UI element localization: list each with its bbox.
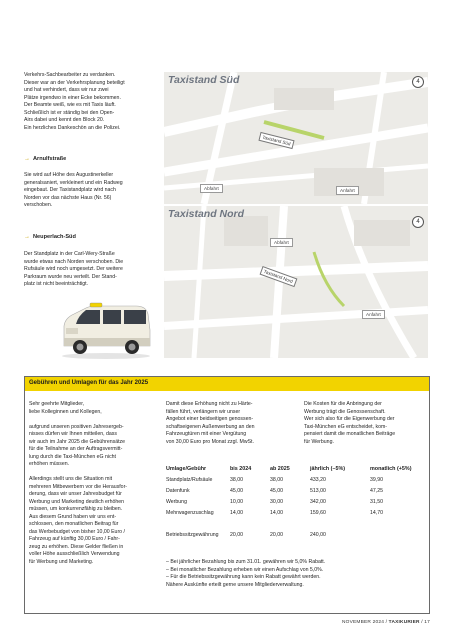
neuperlach-line: Der Standplatz in der Carl-Wery-Straße — [24, 251, 115, 257]
fees-col3-line: Werbung trägt die Genossenschaft. — [304, 408, 386, 415]
map-taxistand-nord — [164, 206, 428, 358]
fees-col2-line: Angebot einer beidseitigen genossen- — [166, 416, 254, 422]
intro-line: Plätze irgendwo in einer Ecke bekommen. — [24, 94, 121, 101]
table-row — [166, 507, 424, 518]
arnulf-heading — [24, 156, 66, 162]
fees-col1-line: Fahrzeug auf künftig 30,00 Euro / Fahr- — [29, 536, 120, 542]
fees-col3-line: Wer sich also für die Eigenwerbung der — [304, 416, 395, 422]
fees-title: Gebühren und Umlagen für das Jahr 2025 — [29, 380, 149, 386]
table-cell: 20,00 — [270, 531, 283, 538]
fees-col1-line: liebe Kolleginnen und Kollegen, — [29, 408, 102, 415]
table-cell: 14,70 — [370, 509, 383, 516]
map-nord-title: Taxistand Nord — [168, 208, 245, 220]
fees-note-line: – Bei jährlicher Bezahlung bis zum 31.01. gewähren wir 5,0% Rabatt. — [166, 559, 326, 565]
intro-paragraph — [24, 72, 159, 132]
table-cell: Werbung — [166, 498, 187, 505]
map-nord-entry-label: Anfahrt — [362, 310, 385, 319]
fees-note-line: Nähere Auskünfte erteilt gerne unsere Mitgliederverwaltung. — [166, 581, 304, 588]
table-cell: 20,00 — [230, 531, 243, 538]
table-cell: 38,00 — [270, 476, 283, 483]
fees-col1-line: Sehr geehrte Mitglieder, — [29, 401, 85, 407]
table-cell: 47,25 — [370, 487, 383, 494]
footer-issue: NOVEMBER 2024 / — [342, 620, 388, 625]
footer-magazine: TAXIKURIER — [388, 620, 420, 625]
intro-line: Verkehrs-Sachbearbeiter zu verdanken. — [24, 72, 116, 78]
fees-col1 — [29, 401, 144, 566]
fees-table — [166, 463, 424, 540]
fees-col1-line: müssen, um konkurrenzfähig zu bleiben. — [29, 506, 123, 512]
table-row — [166, 529, 424, 540]
neuperlach-heading — [24, 234, 76, 240]
table-cell: Mehrwagenzuschlag — [166, 509, 214, 516]
table-cell: 14,00 — [230, 509, 243, 516]
fees-col2-line: fällen führt, verlängern wir unser — [166, 408, 241, 415]
fees-col1-line: lung durch die Taxi-München eG nicht — [29, 453, 116, 460]
table-cell: 433,20 — [310, 476, 326, 483]
intro-line: Ein herzliches Dankeschön an die Polizei. — [24, 124, 121, 131]
footer-page-number: / 17 — [421, 620, 430, 625]
map-nord-pin: 4 — [412, 216, 424, 228]
map-sued-pin: 4 — [412, 76, 424, 88]
neuperlach-line: Rufsäule wird noch umgesetzt. Der weitere — [24, 266, 123, 272]
table-row — [166, 496, 424, 507]
fees-col1-line: erhöhen müssen. — [29, 461, 70, 467]
table-cell: 31,50 — [370, 498, 383, 505]
fees-table-header: ab 2025 — [270, 465, 290, 472]
arnulf-line: verschoben. — [24, 202, 53, 208]
intro-line: Airs dabei und kennt den Block 20. — [24, 117, 105, 123]
fees-col1-line: Werbung und Marketing deutlich erhöhen — [29, 498, 125, 505]
fees-col3-line: Die Kosten für die Anbringung der — [304, 401, 382, 407]
map-nord-taxi-label: Taxistand Nord — [260, 266, 298, 287]
arnulf-line: Norden vor das nächste Haus (Nr. 56) — [24, 194, 112, 201]
fees-table-header: bis 2024 — [230, 465, 252, 472]
table-cell: 342,00 — [310, 498, 326, 505]
neuperlach-heading-text: Neuperlach-Süd — [33, 234, 76, 240]
neuperlach-line: wurde etwas nach Norden verschoben. Die — [24, 258, 124, 265]
fees-col2-line: schaftseigenen Außenwerbung an den — [166, 423, 255, 430]
table-cell: 159,60 — [310, 509, 326, 516]
arnulf-line: generalsaniert, verkleinert und ein Radweg — [24, 179, 123, 186]
table-cell: 38,00 — [230, 476, 243, 483]
neuperlach-line: Parkraum wurde neu verteilt. Der Stand- — [24, 273, 117, 280]
arnulf-line: eingebaut. Der Taxistandplatz wird nach — [24, 187, 116, 193]
table-cell: Betriebssitzgewährung — [166, 531, 219, 538]
map-taxistand-sued — [164, 72, 428, 204]
arrow-right-icon: → — [24, 156, 30, 162]
fees-col1-line: wir auch im Jahr 2025 die Gebührensätze — [29, 438, 126, 445]
table-cell: 10,00 — [230, 498, 243, 505]
intro-line: Dieser war an der Verkehrsplanung beteiligt — [24, 79, 125, 86]
map-sued-taxi-label: Taxistand Süd — [258, 132, 294, 149]
fees-col1-line: das Werbebudget von bisher 10,00 Euro / — [29, 528, 125, 535]
fees-col1-line: aufgrund unseren positiven Jahresergeb- — [29, 423, 124, 430]
intro-line: und hat verhindert, dass wir nur zwei — [24, 87, 109, 93]
table-cell — [370, 529, 424, 540]
fees-notes — [166, 559, 424, 589]
arnulf-line: Sie wird auf Höhe des Augustinerkeller — [24, 172, 114, 178]
table-cell: 45,00 — [230, 487, 243, 494]
fees-col3-line: Taxi-München eG entscheidet, kom- — [304, 423, 388, 430]
fees-col2-line: Damit diese Erhöhung nicht zu Härte- — [166, 401, 253, 407]
fees-table-header-row — [166, 463, 424, 474]
fees-col2 — [166, 401, 284, 446]
fees-col1-line: derung, dass wir unser Jahresbudget für — [29, 491, 122, 497]
intro-line: Schließlich ist er ständig bei den Open- — [24, 109, 115, 116]
fees-col1-line: zeug zu erhöhen. Diese Gelder fließen in — [29, 543, 124, 550]
fees-col2-line: Fahrzeugtüren mit einer Vergütung — [166, 431, 247, 437]
fees-col1-line: Allerdings stellt uns die Situation mit — [29, 476, 113, 482]
page-footer — [342, 620, 430, 625]
map-sued-exit-label: Abfahrt — [200, 184, 223, 193]
table-cell: 240,00 — [310, 531, 326, 538]
fees-table-header: Umlage/Gebühr — [166, 465, 207, 472]
table-cell: 45,00 — [270, 487, 283, 494]
table-cell: 30,00 — [270, 498, 283, 505]
intro-line: Der Beamte weiß, wie es mit Taxis läuft. — [24, 102, 116, 108]
map-sued-entry-label: Anfahrt — [336, 186, 359, 195]
fees-col1-line: voller Höhe ausschließlich Verwendung — [29, 551, 120, 557]
fees-table-header: jährlich (–5%) — [310, 465, 346, 472]
arnulf-paragraph — [24, 172, 159, 210]
arnulf-heading-text: Arnulfstraße — [33, 156, 67, 162]
taxi-van-image — [56, 300, 156, 360]
fees-col1-line — [29, 416, 144, 424]
table-cell: Standplatz/Rufsäule — [166, 476, 213, 483]
fees-col3-line: pensiert damit die monatlichen Beiträge — [304, 431, 396, 437]
fees-col1-line: nisses dürfen wir Ihnen mitteilen, dass — [29, 431, 117, 437]
fees-table-header: monatlich (+5%) — [370, 465, 412, 472]
fees-col1-line: für die Teilnahme an der Auftragsvermitt- — [29, 446, 123, 452]
table-cell: 39,90 — [370, 476, 383, 483]
fees-col1-line: mehreren Mitbewerbern vor die Herausfor- — [29, 483, 128, 490]
neuperlach-paragraph — [24, 251, 159, 289]
table-cell: 14,00 — [270, 509, 283, 516]
fees-note-line: – Bei monatlicher Bezahlung erheben wir einen Aufschlag von 5,0%. — [166, 566, 324, 573]
fees-col3-line: für Werbung. — [304, 438, 334, 445]
fees-note-line: – Für die Betriebssitzgewährung kann kein Rabatt gewährt werden. — [166, 574, 321, 580]
fees-col1-line: für Werbung und Marketing. — [29, 558, 94, 565]
table-cell: Datenfunk — [166, 487, 190, 494]
fees-box — [24, 376, 430, 614]
fees-col1-line: Aus diesem Grund haben wir uns ent- — [29, 513, 117, 520]
map-sued-title: Taxistand Süd — [168, 74, 240, 86]
fees-col1-line — [29, 469, 144, 477]
table-row — [166, 485, 424, 496]
map-nord-exit-label: Abfahrt — [270, 238, 293, 247]
table-row — [166, 474, 424, 485]
table-cell: 513,00 — [310, 487, 326, 494]
neuperlach-line: platz ist nicht beeinträchtigt. — [24, 281, 89, 287]
fees-col1-line: schlossen, den monatlichen Beitrag für — [29, 521, 119, 527]
fees-col3 — [304, 401, 424, 446]
arrow-right-icon: → — [24, 234, 30, 240]
fees-col2-line: von 30,00 Euro pro Monat zzgl. MwSt. — [166, 438, 254, 445]
